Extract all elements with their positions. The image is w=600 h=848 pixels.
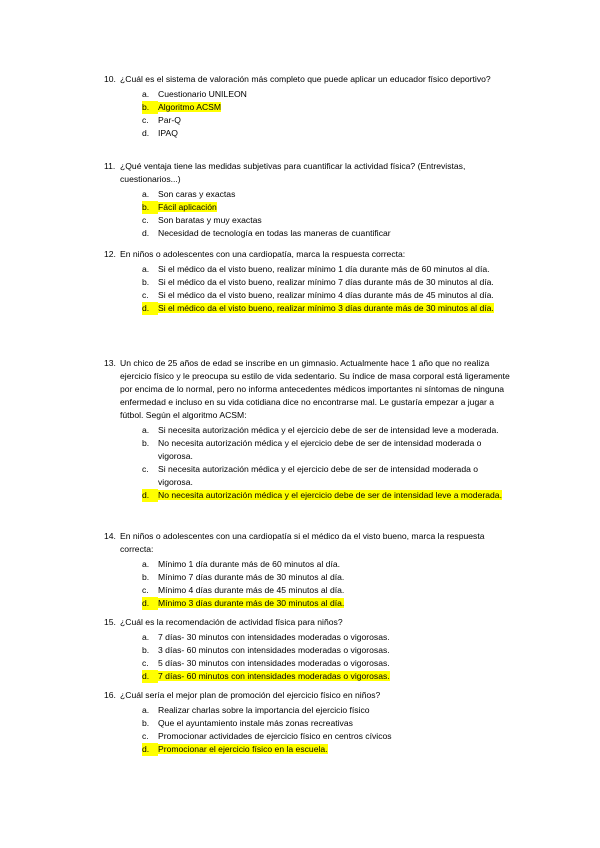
question-14 — [104, 530, 514, 610]
option-letter: d. — [142, 489, 158, 502]
highlighted-answer: 7 días- 60 minutos con intensidades moderadas o vigorosas. — [158, 671, 390, 681]
question-row — [104, 248, 514, 261]
option-b — [142, 717, 514, 730]
option-a — [142, 558, 514, 571]
option-b — [142, 276, 514, 289]
option-c — [142, 657, 514, 670]
option-letter: c. — [142, 585, 149, 595]
option-b — [142, 571, 514, 584]
question-16 — [104, 689, 514, 756]
option-letter: c. — [142, 215, 149, 225]
option-letter: b. — [142, 718, 150, 728]
option-letter: d. — [142, 228, 150, 238]
option-d — [142, 302, 514, 315]
highlighted-answer: Fácil aplicación — [158, 202, 217, 212]
question-text: En niños o adolescentes con una cardiopatía, marca la respuesta correcta: — [120, 249, 406, 259]
option-c — [142, 114, 514, 127]
question-row — [104, 689, 514, 702]
option-list — [104, 263, 514, 315]
option-letter: c. — [142, 115, 149, 125]
question-13 — [104, 357, 514, 502]
option-letter: a. — [142, 189, 150, 199]
option-text: Par-Q — [158, 115, 181, 125]
option-letter: d. — [142, 128, 150, 138]
option-list — [104, 88, 514, 140]
question-number: 14. — [104, 531, 116, 541]
option-list — [104, 424, 514, 502]
question-text: Un chico de 25 años de edad se inscribe en un gimnasio. Actualmente hace 1 año que no realiza ejercicio físico y le preocupa su estilo de vida sedentario. Su índice de masa corporal está ligeramente por encima de lo normal, pero no informa antecedentes médicos importantes ni síntomas de ninguna enfermedad e incluso en su vida cotidiana dice no encontrarse mal. Le gustaría empezar a jugar a fútbol. Según el algoritmo ACSM: — [120, 358, 510, 420]
option-text: No necesita autorización médica y el ejercicio debe de ser de intensidad moderada o vigorosa. — [158, 438, 482, 461]
option-letter: a. — [142, 89, 150, 99]
option-letter: d. — [142, 302, 158, 315]
question-row — [104, 530, 514, 556]
option-letter: c. — [142, 731, 149, 741]
question-row — [104, 73, 514, 86]
option-list — [104, 631, 514, 683]
option-letter: b. — [142, 101, 158, 114]
option-text: Mínimo 4 días durante más de 45 minutos al día. — [158, 585, 345, 595]
question-row — [104, 357, 514, 422]
option-text: Si el médico da el visto bueno, realizar mínimo 7 días durante más de 30 minutos al día. — [158, 277, 494, 287]
question-number: 16. — [104, 690, 116, 700]
option-b — [142, 101, 514, 114]
question-11 — [104, 160, 514, 240]
option-letter: a. — [142, 705, 150, 715]
question-number: 10. — [104, 74, 116, 84]
option-text: Si el médico da el visto bueno, realizar mínimo 4 días durante más de 45 minutos al día. — [158, 290, 494, 300]
option-a — [142, 424, 514, 437]
option-a — [142, 263, 514, 276]
option-text: IPAQ — [158, 128, 178, 138]
question-number: 11. — [104, 161, 116, 171]
question-12 — [104, 248, 514, 315]
question-number: 12. — [104, 249, 116, 259]
option-list — [104, 558, 514, 610]
highlighted-answer: Si el médico da el visto bueno, realizar mínimo 3 días durante más de 30 minutos al día. — [158, 303, 494, 313]
option-letter: a. — [142, 559, 150, 569]
option-letter: a. — [142, 264, 150, 274]
option-text: Si necesita autorización médica y el ejercicio debe de ser de intensidad leve a moderada. — [158, 425, 499, 435]
question-15 — [104, 616, 514, 683]
option-text: 5 días- 30 minutos con intensidades moderadas o vigorosas. — [158, 658, 390, 668]
option-d — [142, 227, 514, 240]
highlighted-answer: Mínimo 3 días durante más de 30 minutos al día. — [158, 598, 345, 608]
option-text: Que el ayuntamiento instale más zonas recreativas — [158, 718, 353, 728]
option-d — [142, 127, 514, 140]
question-row — [104, 616, 514, 629]
option-d — [142, 597, 514, 610]
option-c — [142, 730, 514, 743]
option-c — [142, 584, 514, 597]
option-letter: b. — [142, 277, 150, 287]
highlighted-answer: Algoritmo ACSM — [158, 102, 222, 112]
option-letter: d. — [142, 670, 158, 683]
question-text: ¿Cuál es el sistema de valoración más completo que puede aplicar un educador físico deportivo? — [120, 74, 491, 84]
option-text: Son caras y exactas — [158, 189, 236, 199]
option-letter: c. — [142, 290, 149, 300]
option-text: Promocionar actividades de ejercicio físico en centros cívicos — [158, 731, 392, 741]
question-text: En niños o adolescentes con una cardiopatía si el médico da el visto bueno, marca la respuesta correcta: — [120, 531, 485, 554]
option-text: Mínimo 7 días durante más de 30 minutos al día. — [158, 572, 345, 582]
option-c — [142, 214, 514, 227]
question-text: ¿Cuál sería el mejor plan de promoción del ejercicio físico en niños? — [120, 690, 381, 700]
option-text: Necesidad de tecnología en todas las maneras de cuantificar — [158, 228, 391, 238]
option-letter: b. — [142, 572, 150, 582]
option-text: 3 días- 60 minutos con intensidades moderadas o vigorosas. — [158, 645, 390, 655]
option-letter: b. — [142, 645, 150, 655]
option-b — [142, 644, 514, 657]
option-letter: b. — [142, 201, 158, 214]
option-text: Son baratas y muy exactas — [158, 215, 262, 225]
option-list — [104, 188, 514, 240]
question-text: ¿Qué ventaja tiene las medidas subjetivas para cuantificar la actividad física? (Entrevistas, cuestionarios...) — [120, 161, 466, 184]
option-a — [142, 88, 514, 101]
option-d — [142, 743, 514, 756]
option-a — [142, 188, 514, 201]
option-text: Si el médico da el visto bueno, realizar mínimo 1 día durante más de 60 minutos al día. — [158, 264, 490, 274]
option-list — [104, 704, 514, 756]
option-letter: c. — [142, 658, 149, 668]
option-d — [142, 489, 514, 502]
question-number: 15. — [104, 617, 116, 627]
option-text: Mínimo 1 día durante más de 60 minutos al día. — [158, 559, 341, 569]
option-c — [142, 463, 514, 489]
option-c — [142, 289, 514, 302]
option-b — [142, 437, 514, 463]
highlighted-answer: Promocionar el ejercicio físico en la escuela. — [158, 744, 328, 754]
option-letter: d. — [142, 743, 158, 756]
option-text: Cuestionario UNILEON — [158, 89, 247, 99]
option-a — [142, 704, 514, 717]
option-letter: c. — [142, 464, 149, 474]
option-letter: d. — [142, 597, 158, 610]
option-letter: b. — [142, 438, 150, 448]
question-number: 13. — [104, 358, 116, 368]
option-d — [142, 670, 514, 683]
question-10 — [104, 73, 514, 140]
option-text: 7 días- 30 minutos con intensidades moderadas o vigorosas. — [158, 632, 390, 642]
question-text: ¿Cuál es la recomendación de actividad física para niños? — [120, 617, 343, 627]
option-letter: a. — [142, 425, 150, 435]
option-letter: a. — [142, 632, 150, 642]
question-row — [104, 160, 514, 186]
highlighted-answer: No necesita autorización médica y el ejercicio debe de ser de intensidad leve a moderada. — [158, 490, 502, 500]
option-text: Si necesita autorización médica y el ejercicio debe de ser de intensidad moderada o vigorosa. — [158, 464, 479, 487]
option-text: Realizar charlas sobre la importancia del ejercicio físico — [158, 705, 370, 715]
option-a — [142, 631, 514, 644]
option-b — [142, 201, 514, 214]
